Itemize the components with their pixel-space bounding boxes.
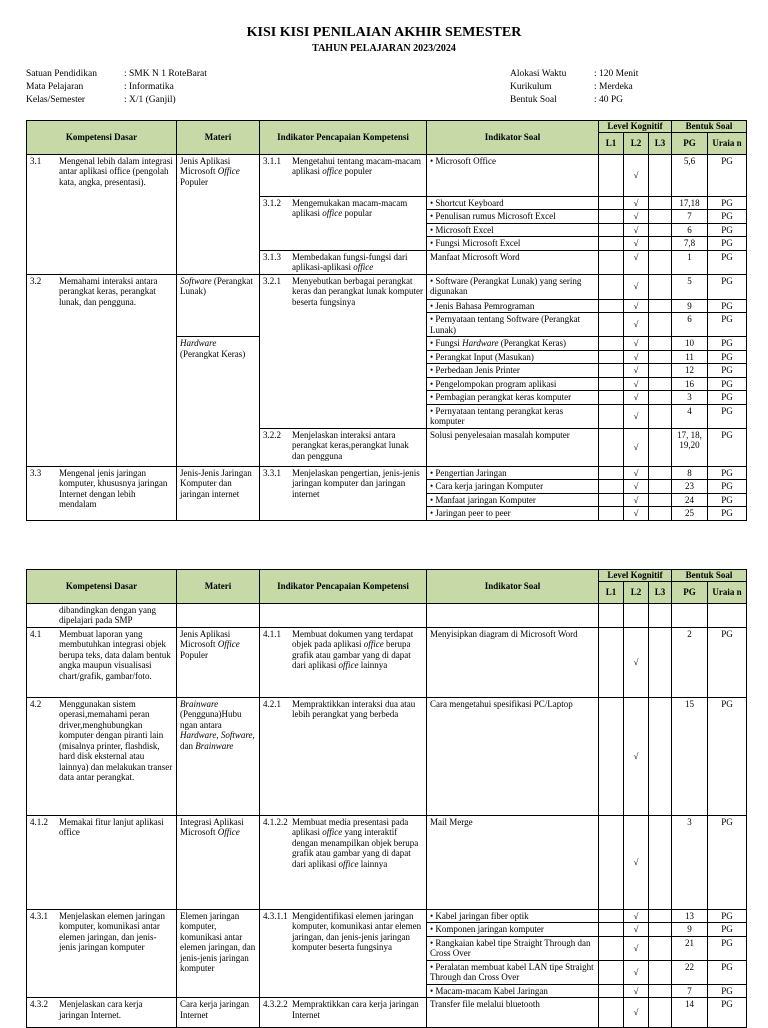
l2-check: √ [624, 223, 649, 237]
meta-row [26, 68, 207, 81]
ipk-cell [260, 627, 427, 697]
pg-number: 6 [672, 313, 708, 337]
bentuk-cell: PG [708, 274, 747, 299]
pg-number: 24 [672, 493, 708, 507]
ipk-number: 4.1.2.2 [263, 816, 288, 827]
l2-check: √ [624, 299, 649, 313]
pg-number: 15 [672, 697, 708, 815]
soal-cell: • Pengelompokan program aplikasi [427, 377, 599, 391]
table-row [27, 274, 747, 299]
materi-text: Jenis Aplikasi Microsoft [180, 155, 231, 176]
kd-text: Mengenal jenis jaringan komputer, khususnya jaringan Internet dengan lebih mendalam [59, 467, 168, 509]
bentuk-cell: PG [708, 697, 747, 815]
materi-text-italic: Brainware [180, 698, 219, 709]
ipk-text: Menjelaskan pengertian, jenis-jenis jaringan komputer dan jaringan internet [292, 467, 420, 499]
ipk-text-italic: office [363, 639, 384, 649]
meta-row [26, 94, 207, 107]
document-subtitle: TAHUN PELAJARAN 2023/2024 [312, 43, 456, 54]
soal-cell: • Pembagian perangkat keras komputer [427, 391, 599, 405]
soal-cell: • Peralatan membuat kabel LAN tipe Straight Through dan Cross Over [427, 960, 599, 984]
bentuk-cell: PG [708, 428, 747, 466]
materi-cell [177, 627, 260, 697]
pg-number: 11 [672, 350, 708, 364]
ipk-text-italic: office [353, 262, 374, 272]
pg-number: 3 [672, 391, 708, 405]
l2-check: √ [624, 154, 649, 196]
soal-cell: • Microsoft Office [427, 154, 599, 196]
l2-check: √ [624, 507, 649, 521]
bentuk-cell: PG [708, 998, 747, 1028]
header-l2: L2 [624, 581, 649, 603]
soal-cell: • Fungsi Hardware (Perangkat Keras) [427, 337, 599, 351]
kd-text: Membuat laporan yang membutuhkan integrasi objek berupa teks, data dalam bentuk angka maupun visualisasi chart/grafik, gambar/foto. [59, 628, 171, 681]
soal-cell: • Pernyataan tentang perangkat keras komputer [427, 404, 599, 428]
kd-cell [27, 274, 177, 466]
meta-value: : 120 Menit [594, 69, 639, 79]
l2-check: √ [624, 428, 649, 466]
header-uraian: Uraia n [708, 132, 747, 154]
l2-check: √ [624, 909, 649, 923]
l2-check: √ [624, 936, 649, 960]
ipk-cell [260, 196, 427, 250]
soal-cell: • Macam-macam Kabel Jaringan [427, 984, 599, 998]
ipk-text-italic: office [338, 660, 359, 670]
header-pg: PG [672, 581, 708, 603]
meta-label: Alokasi Waktu [510, 69, 567, 79]
l2-check: √ [624, 350, 649, 364]
soal-cell: • Pengertian Jaringan [427, 466, 599, 480]
l2-check: √ [624, 391, 649, 405]
materi-text: Integrasi Aplikasi Microsoft [180, 816, 244, 837]
kd-number: 3.2 [30, 275, 42, 286]
header-kompetensi-dasar: Kompetensi Dasar [27, 570, 177, 604]
header-l3: L3 [649, 581, 672, 603]
kd-number: 4.1 [30, 628, 42, 639]
meta-label: Kurikulum [510, 82, 552, 92]
materi-text-italic: Hardware [180, 730, 217, 740]
pg-number: 25 [672, 507, 708, 521]
pg-number: 22 [672, 960, 708, 984]
pg-number: 2 [672, 627, 708, 697]
l2-check: √ [624, 210, 649, 224]
bentuk-cell: PG [708, 337, 747, 351]
ipk-text: populer [342, 166, 372, 176]
ipk-number: 4.3.1.1 [263, 910, 288, 921]
l2-check: √ [624, 404, 649, 428]
ipk-text-italic: office [322, 827, 343, 837]
meta-row [510, 68, 638, 81]
soal-cell: • Rangkaian kabel tipe Straight Through dan Cross Over [427, 936, 599, 960]
bentuk-cell: PG [708, 466, 747, 480]
header-indikator-soal: Indikator Soal [427, 570, 599, 604]
l2-check: √ [624, 337, 649, 351]
ipk-number: 3.2.1 [263, 275, 281, 286]
pg-number: 21 [672, 936, 708, 960]
materi-text: (Perangkat Lunak) [180, 275, 253, 296]
bentuk-cell: PG [708, 923, 747, 937]
header-bentuk-soal: Bentuk Soal [672, 121, 747, 133]
kd-text: Menggunakan sistem operasi,memahami peran driver,menghubungkan komputer dengan piranti lain (misalnya printer, flashdisk, hard disk eksternal atau lainnya) dan melakukan transer data antar perangkat. [59, 698, 173, 782]
meta-label: Mata Pelajaran [26, 82, 84, 92]
bentuk-cell: PG [708, 507, 747, 521]
l3-cell [649, 154, 672, 196]
kd-number: 4.2 [30, 698, 42, 709]
soal-cell: Manfaat Microsoft Word [427, 250, 599, 274]
bentuk-cell: PG [708, 909, 747, 923]
kd-text: Mengenal lebih dalam integrasi antar aplikasi office (pengolah kata, angka, presentasi). [59, 155, 173, 187]
materi-cell [177, 697, 260, 815]
header-l1: L1 [599, 132, 624, 154]
materi-cell: Cara kerja jaringan Internet [177, 998, 260, 1028]
soal-cell: • Cara kerja jaringan Komputer [427, 480, 599, 494]
pg-number: 3 [672, 815, 708, 909]
pg-number: 7,8 [672, 237, 708, 251]
materi-cell [177, 815, 260, 909]
ipk-text: Mempraktikkan cara kerja jaringan Internet [292, 999, 419, 1020]
meta-label: Satuan Pendidikan [26, 69, 97, 79]
bentuk-cell: PG [708, 480, 747, 494]
kd-cell [27, 815, 177, 909]
meta-value: : SMK N 1 RoteBarat [124, 69, 207, 79]
l2-check: √ [624, 313, 649, 337]
header-level-kognitif: Level Kognitif [599, 121, 672, 133]
pg-number: 9 [672, 299, 708, 313]
pg-number: 10 [672, 337, 708, 351]
l2-check: √ [624, 998, 649, 1028]
l2-check: √ [624, 466, 649, 480]
ipk-number: 3.1.3 [263, 251, 281, 262]
bentuk-cell: PG [708, 404, 747, 428]
bentuk-cell: PG [708, 237, 747, 251]
soal-cell: Cara mengetahui spesifikasi PC/Laptop [427, 697, 599, 815]
materi-cell [177, 337, 260, 467]
bentuk-cell: PG [708, 299, 747, 313]
ipk-text: popular [342, 208, 372, 218]
ipk-number: 4.1.1 [263, 628, 281, 639]
kd-cell [27, 466, 177, 520]
bentuk-cell: PG [708, 377, 747, 391]
kisi-table-2 [26, 569, 747, 1028]
pg-number: 4 [672, 404, 708, 428]
ipk-text: lainnya [358, 858, 388, 869]
meta-row [26, 81, 207, 94]
soal-cell: Solusi penyelesaian masalah komputer [427, 428, 599, 466]
soal-cell: • Jaringan peer to peer [427, 507, 599, 521]
l2-check: √ [624, 984, 649, 998]
ipk-number: 3.1.2 [263, 197, 281, 208]
meta-value: : X/1 (Ganjil) [124, 95, 176, 105]
table-row [27, 603, 747, 627]
materi-cell: Jenis-Jenis Jaringan Komputer dan jaringan internet [177, 466, 260, 520]
materi-cell [177, 154, 260, 274]
kd-text: Memakai fitur lanjut aplikasi office [59, 816, 164, 837]
materi-text-italic: Office [217, 827, 240, 837]
bentuk-cell: PG [708, 984, 747, 998]
bentuk-cell: PG [708, 350, 747, 364]
ipk-text: yang interaktif dengan menampilkan objek berupa grafik atau gambar yang di dapat dari aplikasi [292, 827, 419, 869]
kd-text: Menjelaskan cara kerja jaringan Internet. [59, 999, 143, 1020]
materi-cell: Elemen jaringan komputer, komunikasi antar elemen jaringan, dan jenis-jenis jaringan komputer [177, 909, 260, 998]
pg-number: 23 [672, 480, 708, 494]
header-indikator-soal: Indikator Soal [427, 121, 599, 155]
materi-text: (Perangkat Keras) [180, 348, 246, 359]
ipk-text: Mempraktikkan interaksi dua atau lebih perangkat yang berbeda [292, 698, 416, 719]
bentuk-cell: PG [708, 815, 747, 909]
ipk-cell [260, 250, 427, 274]
ipk-number: 4.3.2.2 [263, 999, 288, 1009]
ipk-text: Membedakan fungsi-fungsi dari aplikasi-aplikasi [292, 251, 408, 272]
header-pg: PG [672, 132, 708, 154]
ipk-number: 3.1.1 [263, 155, 281, 166]
pg-number: 5 [672, 274, 708, 299]
pg-number: 7 [672, 210, 708, 224]
kisi-table-1 [26, 120, 747, 521]
materi-text-italic: Software [220, 730, 253, 740]
soal-cell: • Microsoft Excel [427, 223, 599, 237]
soal-cell: • Shortcut Keyboard [427, 196, 599, 210]
pg-number: 6 [672, 223, 708, 237]
header-bentuk-soal: Bentuk Soal [672, 570, 747, 582]
bentuk-cell: PG [708, 391, 747, 405]
soal-cell: Mail Merge [427, 815, 599, 909]
materi-text: , dan [180, 730, 255, 751]
ipk-cell [260, 815, 427, 909]
soal-cell: • Pernyataan tentang Software (Perangkat Lunak) [427, 313, 599, 337]
pg-number: 8 [672, 466, 708, 480]
ipk-text: lainnya [358, 660, 388, 670]
materi-text-italic: Hardware [180, 338, 217, 348]
materi-text-italic: Software [180, 275, 212, 286]
pg-number: 13 [672, 909, 708, 923]
l2-check: √ [624, 480, 649, 494]
kd-cell [27, 627, 177, 697]
l2-check: √ [624, 237, 649, 251]
materi-text-italic: Office [217, 166, 240, 176]
materi-text: Populer [180, 176, 208, 187]
table-row [27, 815, 747, 909]
ipk-text-italic: office [338, 858, 359, 869]
header-l3: L3 [649, 132, 672, 154]
l2-check: √ [624, 274, 649, 299]
meta-label: Kelas/Semester [26, 95, 86, 105]
materi-text: Jenis Aplikasi Microsoft [180, 628, 231, 649]
table-row [27, 998, 747, 1028]
soal-cell: • Software (Perangkat Lunak) yang sering digunakan [427, 274, 599, 299]
ipk-cell [260, 466, 427, 520]
materi-text: , [216, 730, 221, 740]
pg-number: 5,6 [672, 154, 708, 196]
pg-number: 17,18 [672, 196, 708, 210]
meta-right [510, 68, 638, 107]
materi-text-italic: Brainware [195, 740, 234, 751]
table-row [27, 909, 747, 923]
bentuk-cell: PG [708, 196, 747, 210]
ipk-cell [260, 274, 427, 428]
bentuk-cell: PG [708, 493, 747, 507]
kd-text: Menjelaskan elemen jaringan komputer, komunikasi antar elemen jaringan, dan jenis-jenis jaringan komputer [59, 910, 165, 952]
kd-number: 3.1 [30, 155, 42, 166]
table-row [27, 627, 747, 697]
bentuk-cell: PG [708, 250, 747, 274]
kd-number: 4.3.1 [30, 910, 48, 921]
pg-number: 12 [672, 364, 708, 378]
table-row [27, 697, 747, 815]
materi-text: Populer [180, 649, 208, 660]
pg-number: 17, 18, 19,20 [672, 428, 708, 466]
header-l1: L1 [599, 581, 624, 603]
l2-check: √ [624, 815, 649, 909]
kd-cell [27, 154, 177, 274]
meta-value: : 40 PG [594, 95, 624, 105]
soal-cell: • Manfaat jaringan Komputer [427, 493, 599, 507]
l2-check: √ [624, 627, 649, 697]
header-level-kognitif: Level Kognitif [599, 570, 672, 582]
meta-row [510, 94, 638, 107]
kd-text: dibandingkan dengan yang dipelajari pada SMP [59, 604, 156, 625]
materi-text: (Pengguna)Hubu ngan antara [180, 709, 242, 730]
bentuk-cell: PG [708, 154, 747, 196]
header-kompetensi-dasar: Kompetensi Dasar [27, 121, 177, 155]
kd-cell [27, 603, 177, 627]
header-uraian: Uraia n [708, 581, 747, 603]
header-materi: Materi [177, 121, 260, 155]
bentuk-cell: PG [708, 223, 747, 237]
table-row [27, 466, 747, 480]
kd-text: Memahami interaksi antara perangkat keras, perangkat lunak, dan pengguna. [59, 275, 158, 307]
l2-check: √ [624, 960, 649, 984]
bentuk-cell: PG [708, 364, 747, 378]
ipk-text-italic: office [322, 166, 343, 176]
header-indikator-pencapaian: Indikator Pencapaian Kompetensi [260, 570, 427, 604]
meta-left [26, 68, 207, 107]
soal-cell: • Jenis Bahasa Pemrograman [427, 299, 599, 313]
ipk-number: 3.2.2 [263, 429, 281, 440]
l2-check: √ [624, 923, 649, 937]
ipk-cell [260, 428, 427, 466]
bentuk-cell: PG [708, 960, 747, 984]
materi-text-italic: Office [217, 639, 240, 649]
pg-number: 7 [672, 984, 708, 998]
ipk-cell [260, 697, 427, 815]
pg-number: 14 [672, 998, 708, 1028]
kd-number: 4.1.2 [30, 816, 48, 827]
ipk-cell [260, 998, 427, 1028]
pg-number: 16 [672, 377, 708, 391]
soal-cell: • Perangkat Input (Masukan) [427, 350, 599, 364]
soal-cell: • Fungsi Microsoft Excel [427, 237, 599, 251]
ipk-text: Menjelaskan interaksi antara perangkat keras,perangkat lunak dan pengguna [292, 429, 409, 461]
pg-number: 9 [672, 923, 708, 937]
bentuk-cell: PG [708, 313, 747, 337]
soal-cell: Transfer file melalui bluetooth [427, 998, 599, 1028]
kd-number: 4.3.2 [30, 999, 48, 1009]
meta-value: : Informatika [124, 82, 174, 92]
ipk-text: Membuat dokumen yang terdapat objek pada aplikasi [292, 628, 414, 649]
header-indikator-pencapaian: Indikator Pencapaian Kompetensi [260, 121, 427, 155]
ipk-text: Mengidentifikasi elemen jaringan komputer, komunikasi antar elemen jaringan, dan jenis-jenis jaringan komputer beserta fungsinya [292, 910, 422, 952]
materi-cell [177, 274, 260, 337]
l2-check: √ [624, 196, 649, 210]
l2-check: √ [624, 493, 649, 507]
l1-cell [599, 154, 624, 196]
ipk-number: 4.2.1 [263, 698, 281, 709]
pg-number: 1 [672, 250, 708, 274]
kd-number: 3.3 [30, 467, 42, 478]
kd-cell [27, 697, 177, 815]
l2-check: √ [624, 697, 649, 815]
meta-value: : Merdeka [594, 82, 633, 92]
ipk-text: Membuat media presentasi pada aplikasi [292, 816, 409, 837]
l2-check: √ [624, 377, 649, 391]
soal-cell: • Penulisan rumus Microsoft Excel [427, 210, 599, 224]
soal-cell: • Komponen jaringan komputer [427, 923, 599, 937]
ipk-text: Menyebutkan berbagai perangkat keras dan perangkat lunak komputer beserta fungsinya [292, 275, 423, 307]
ipk-cell [260, 909, 427, 998]
bentuk-cell: PG [708, 936, 747, 960]
kd-cell [27, 909, 177, 998]
bentuk-cell: PG [708, 627, 747, 697]
soal-cell: Menyisipkan diagram di Microsoft Word [427, 627, 599, 697]
bentuk-cell: PG [708, 210, 747, 224]
ipk-number: 3.3.1 [263, 467, 281, 478]
document-title: KISI KISI PENILAIAN AKHIR SEMESTER [246, 25, 522, 40]
ipk-text-italic: office [322, 208, 343, 218]
table-row [27, 154, 747, 196]
soal-cell: • Kabel jaringan fiber optik [427, 909, 599, 923]
ipk-text: berupa grafik atau gambar yang di dapat dari aplikasi [292, 639, 411, 670]
header-l2: L2 [624, 132, 649, 154]
kd-cell [27, 998, 177, 1028]
soal-cell: • Perbedaan Jenis Printer [427, 364, 599, 378]
ipk-text: Mengetahui tentang macam-macam aplikasi [292, 155, 421, 176]
ipk-cell [260, 154, 427, 196]
l2-check: √ [624, 364, 649, 378]
ipk-text: Mengemukakan macam-macam aplikasi [292, 197, 408, 218]
meta-label: Bentuk Soal [510, 95, 557, 105]
meta-row [510, 81, 638, 94]
header-materi: Materi [177, 570, 260, 604]
l2-check: √ [624, 250, 649, 274]
